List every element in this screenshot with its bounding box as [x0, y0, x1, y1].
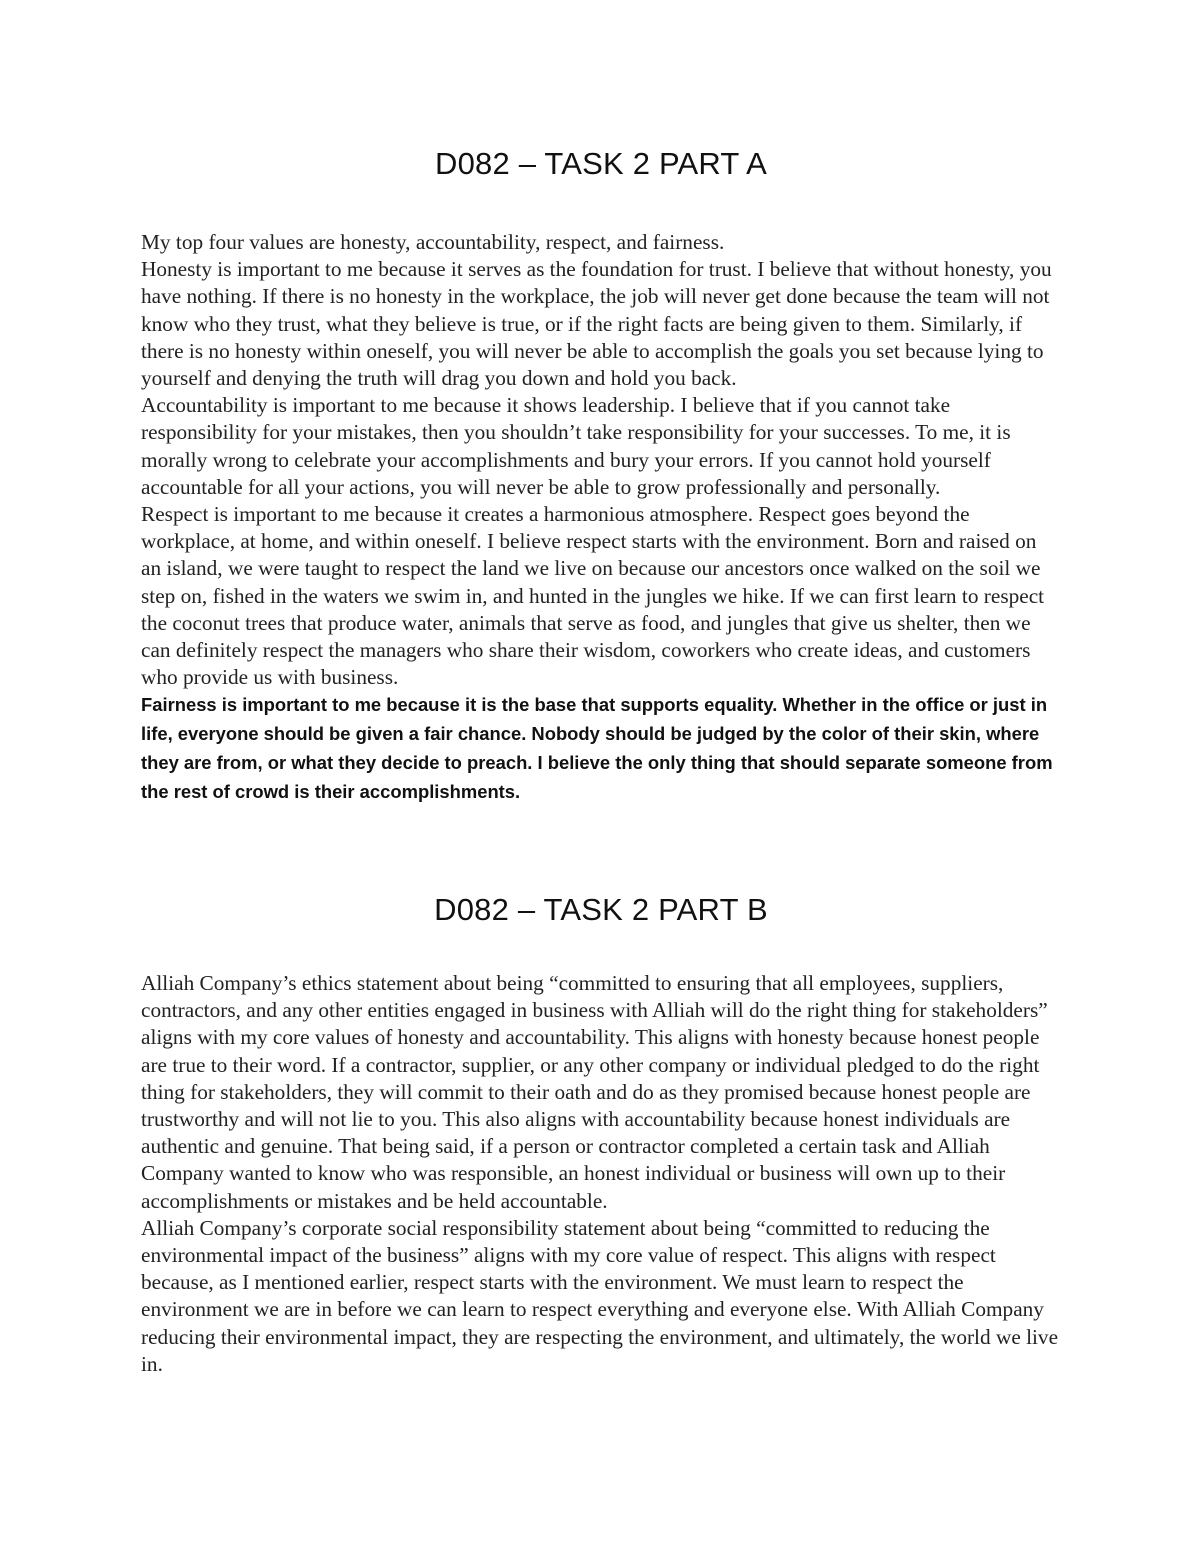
- intro-paragraph: My top four values are honesty, accountability, respect, and fairness.: [141, 230, 725, 254]
- honesty-paragraph: Honesty is important to me because it serves as the foundation for trust. I believe that without honesty, you have nothing. If there is no honesty in the workplace, the job will never get done because the team will not know who they trust, what they believe is true, or if the right facts are being given to them. Similarly, if there is no honesty within oneself, you will never be able to accomplish the goals you set because lying to yourself and denying the truth will drag you down and hold you back.: [141, 257, 1052, 391]
- csr-paragraph: Alliah Company’s corporate social responsibility statement about being “committed to reducing the environmental impact of the business” aligns with my core value of respect. This aligns with respect because, as I mentioned earlier, respect starts with the environment. We must learn to respect the environment we are in before we can learn to respect everything and everyone else. With Alliah Company reducing their environmental impact, they are respecting the environment, and ultimately, the world we live in.: [141, 1215, 1059, 1376]
- accountability-paragraph: Accountability is important to me because it shows leadership. I believe that if you cannot take responsibility for your mistakes, then you shouldn’t take responsibility for your successes. To me, it is morally wrong to celebrate your accomplishments and bury your errors. If you cannot hold yourself accountable for all your actions, you will never be able to grow professionally and personally.: [141, 393, 1011, 499]
- respect-paragraph: Respect is important to me because it creates a harmonious atmosphere. Respect goes beyond the workplace, at home, and within oneself. I believe respect starts with the environment. Born and raised on an island, we were taught to respect the land we live on because our ancestors once walked on the soil we step on, fished in the waters we swim in, and hunted in the jungles we hike. If we can first learn to respect the coconut trees that produce water, animals that serve as food, and jungles that give us shelter, then we can definitely respect the managers who share their wisdom, coworkers who create ideas, and customers who provide us with business.: [141, 502, 1045, 690]
- part-b-heading: D082 – TASK 2 PART B: [434, 892, 768, 927]
- part-a-body: [141, 229, 1061, 807]
- ethics-paragraph: Alliah Company’s ethics statement about being “committed to ensuring that all employees, suppliers, contractors, and any other entities engaged in business with Alliah will do the right thing for stakeholders” aligns with my core values of honesty and accountability. This aligns with honesty because honest people are true to their word. If a contractor, supplier, or any other company or individual pledged to do the right thing for stakeholders, they will commit to their oath and do as they promised because honest people are trustworthy and will not lie to you. This also aligns with accountability because honest individuals are authentic and genuine. That being said, if a person or contractor completed a certain task and Alliah Company wanted to know who was responsible, an honest individual or business will own up to their accomplishments or mistakes and be held accountable.: [141, 971, 1048, 1213]
- part-a-heading: D082 – TASK 2 PART A: [435, 146, 767, 181]
- fairness-paragraph: Fairness is important to me because it is the base that supports equality. Whether in the office or just in life, everyone should be given a fair chance. Nobody should be judged by the color of their skin, where they are from, or what they decide to preach. I believe the only thing that should separate someone from the rest of crowd is their accomplishments.: [141, 694, 1053, 802]
- part-b-body: [141, 970, 1061, 1378]
